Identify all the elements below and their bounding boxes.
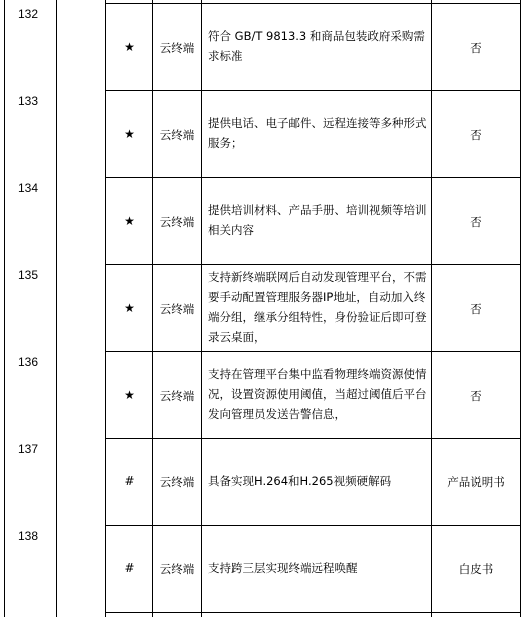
- star-mark-icon: ★: [124, 40, 135, 54]
- category-cell: 云终端: [159, 302, 195, 316]
- response-cell: 否: [470, 128, 482, 142]
- row-number: 134: [17, 181, 39, 195]
- table-row: [0, 91, 522, 177]
- requirement-cell: 支持跨三层实现终端远程唤醒: [208, 561, 358, 575]
- star-mark-icon: ★: [124, 127, 135, 141]
- star-mark-icon: ★: [124, 301, 135, 315]
- category-cell: 云终端: [159, 215, 195, 229]
- hash-mark-icon: #: [124, 561, 135, 575]
- category-cell: 云终端: [159, 562, 195, 576]
- response-cell: 否: [470, 302, 482, 316]
- category-cell: 云终端: [159, 475, 195, 489]
- row-number: 136: [17, 355, 39, 369]
- category-cell: 云终端: [159, 128, 195, 142]
- requirement-cell: 符合 GB/T 9813.3 和商品包装政府采购需求标准: [208, 29, 425, 63]
- requirement-cell: 具备实现H.264和H.265视频硬解码: [208, 474, 392, 488]
- table-row: [0, 439, 522, 525]
- table-row: [0, 178, 522, 264]
- row-number: 138: [17, 529, 39, 543]
- star-mark-icon: ★: [124, 214, 135, 228]
- row-number: 135: [17, 268, 39, 282]
- response-cell: 否: [470, 41, 482, 55]
- row-number: 132: [17, 7, 39, 21]
- response-cell: 产品说明书: [447, 475, 505, 489]
- table-row: [0, 352, 522, 438]
- requirement-cell: 提供培训材料、产品手册、培训视频等培训相关内容: [208, 203, 427, 237]
- star-mark-icon: ★: [124, 388, 135, 402]
- response-cell: 否: [470, 389, 482, 403]
- hash-mark-icon: #: [124, 474, 135, 488]
- table-row: [0, 265, 522, 351]
- response-cell: 白皮书: [458, 562, 494, 576]
- row-number: 133: [17, 94, 39, 108]
- table-row: [0, 526, 522, 612]
- response-cell: 否: [470, 215, 482, 229]
- row-divider: [105, 612, 521, 613]
- requirement-cell: 提供电话、电子邮件、远程连接等多种形式服务；: [208, 116, 427, 150]
- row-number: 137: [17, 442, 39, 456]
- table-row: [0, 4, 522, 90]
- requirement-cell: 支持在管理平台集中监看物理终端资源使情况，设置资源使用阈值，当超过阈值后平台发向管理员发送告警信息，: [208, 367, 427, 421]
- category-cell: 云终端: [159, 389, 195, 403]
- category-cell: 云终端: [159, 41, 195, 55]
- requirement-cell: 支持新终端联网后自动发现管理平台，不需要手动配置管理服务器IP地址，自动加入终端分组，继承分组特性，身份验证后即可登录云桌面，: [208, 270, 427, 344]
